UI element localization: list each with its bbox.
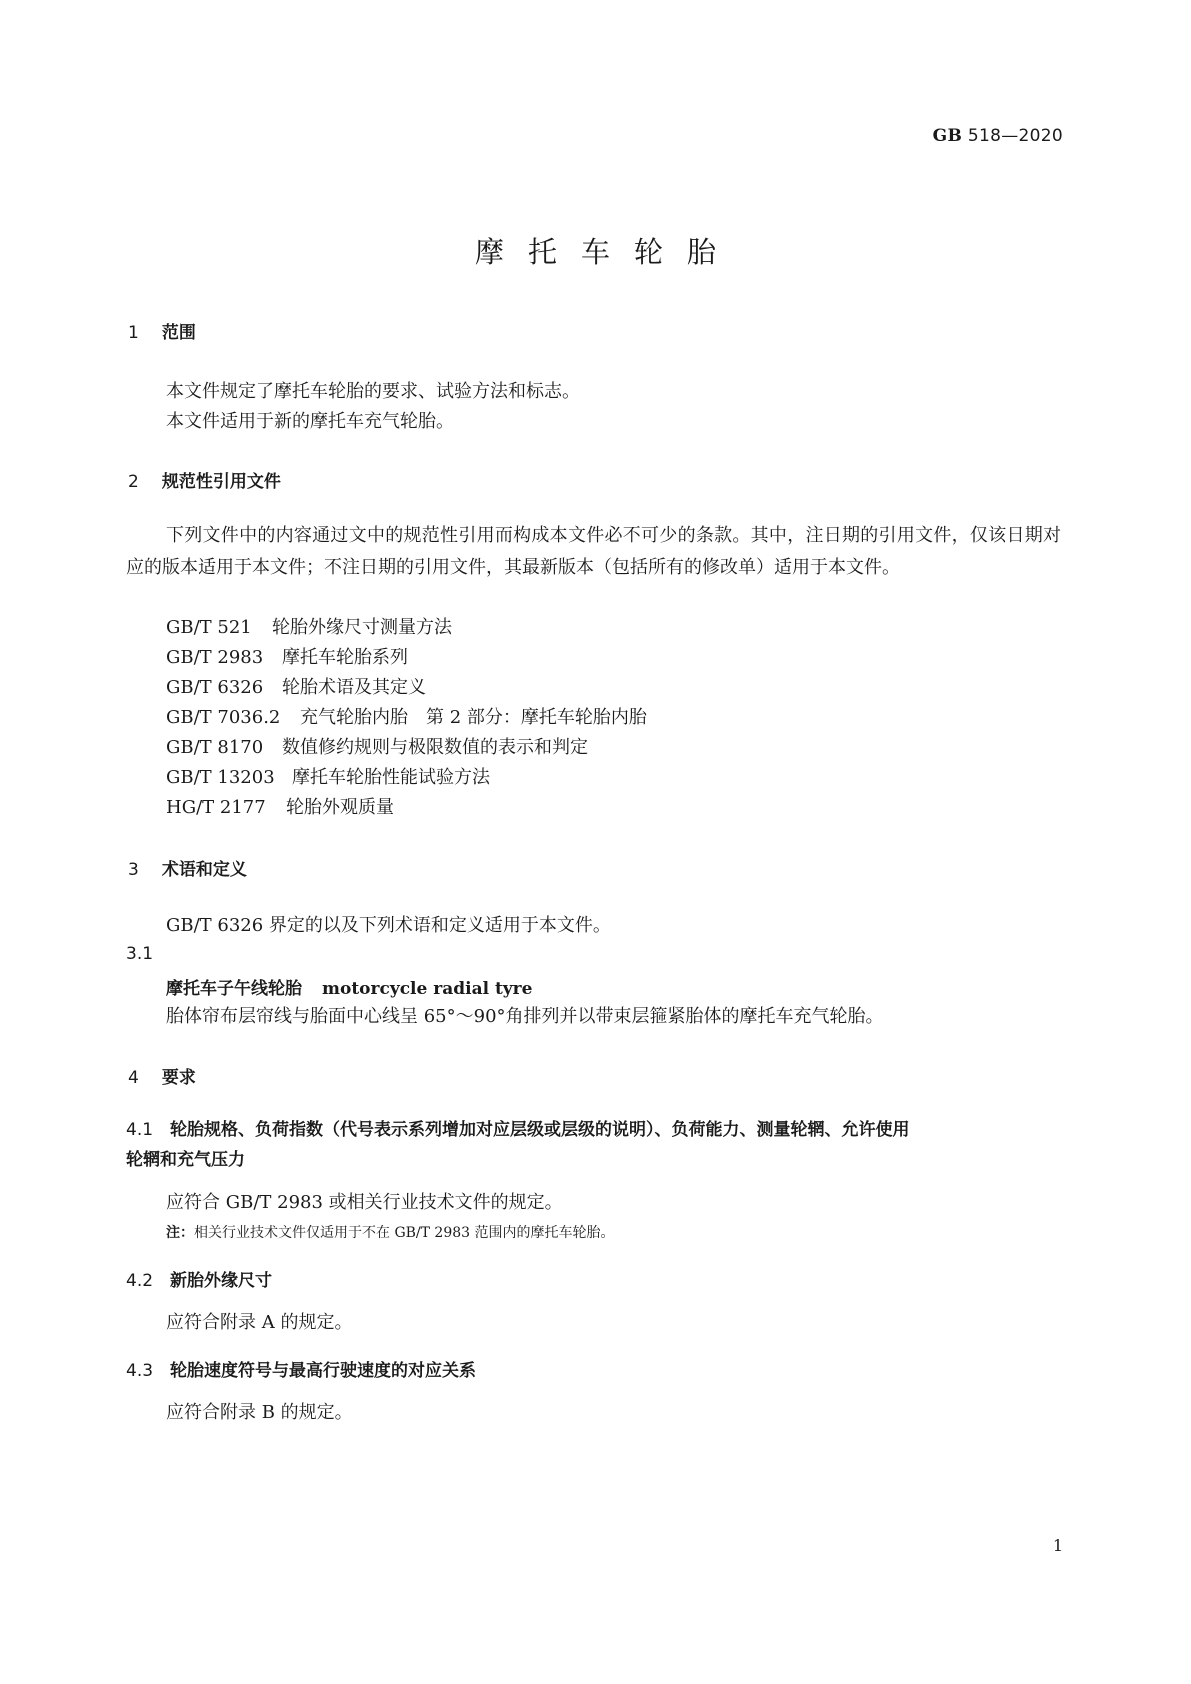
reference-item [166,613,452,639]
section-number: 4.1 [126,1120,154,1140]
reference-title: 摩托车轮胎系列 [282,647,408,668]
reference-title: 充气轮胎内胎 第 2 部分：摩托车轮胎内胎 [300,707,647,728]
section-4-2-heading [126,1266,272,1291]
section-number: 4 [128,1068,139,1088]
reference-item [166,643,408,669]
term-number: 3.1 [126,944,154,964]
paragraph: GB/T 6326 界定的以及下列术语和定义适用于本文件。 [166,915,611,936]
section-4-1-heading-cont: 轮辋和充气压力 [126,1150,245,1170]
paragraph: 应符合 GB/T 2983 或相关行业技术文件的规定。 [166,1192,563,1213]
reference-code: HG/T 2177 [166,797,266,818]
section-title: 轮胎速度符号与最高行驶速度的对应关系 [170,1361,476,1381]
page-number: 1 [1052,1536,1063,1555]
reference-title: 数值修约规则与极限数值的表示和判定 [282,737,588,758]
section-4-1-heading [126,1115,910,1140]
note-text: 相关行业技术文件仅适用于不在 GB/T 2983 范围内的摩托车轮胎。 [194,1225,615,1241]
term-chinese: 摩托车子午线轮胎 [166,979,302,999]
paragraph: 本文件规定了摩托车轮胎的要求、试验方法和标志。 [166,381,580,402]
reference-code: GB/T 8170 [166,737,264,758]
reference-code: GB/T 13203 [166,767,275,788]
reference-code: GB/T 7036.2 [166,707,281,728]
reference-title: 轮胎外缘尺寸测量方法 [272,617,452,638]
section-number: 2 [128,472,139,492]
section-title: 新胎外缘尺寸 [170,1271,272,1291]
reference-item [166,763,490,789]
section-1-heading [128,318,196,343]
section-2-intro: 下列文件中的内容通过文中的规范性引用而构成本文件必不可少的条款。其中，注日期的引用文件，仅该日期对应的版本适用于本文件；不注日期的引用文件，其最新版本（包括所有的修改单）适用于本文件。 [126,525,1061,578]
section-4-heading [128,1063,196,1088]
note-label: 注： [166,1225,194,1241]
section-title: 术语和定义 [161,860,247,880]
reference-code: GB/T 521 [166,617,252,638]
reference-code: GB/T 6326 [166,677,264,698]
reference-code: GB/T 2983 [166,647,264,668]
section-number: 1 [128,323,139,343]
section-title: 要求 [161,1068,196,1088]
reference-title: 轮胎外观质量 [286,797,394,818]
section-number: 3 [128,860,139,880]
section-number: 4.2 [126,1271,154,1291]
standard-code [933,126,1063,146]
section-4-3-heading [126,1356,476,1381]
standard-prefix: GB [932,126,963,146]
paragraph: 本文件适用于新的摩托车充气轮胎。 [166,411,454,432]
section-title: 规范性引用文件 [161,472,281,492]
term-definition: 胎体帘布层帘线与胎面中心线呈 65°～90°角排列并以带束层箍紧胎体的摩托车充气轮胎。 [166,1006,884,1027]
reference-title: 轮胎术语及其定义 [282,677,426,698]
standard-number: 518—2020 [967,126,1063,146]
paragraph: 应符合附录 B 的规定。 [166,1402,353,1423]
section-title: 轮胎规格、负荷指数（代号表示系列增加对应层级或层级的说明）、负荷能力、测量轮辋、允许使用 [170,1120,910,1140]
section-3-heading [128,855,247,880]
reference-item [166,673,426,699]
section-number: 4.3 [126,1361,154,1381]
note [166,1222,615,1242]
reference-title: 摩托车轮胎性能试验方法 [292,767,490,788]
section-title: 范围 [161,323,196,343]
document-title: 摩托车轮胎 [474,235,740,269]
section-2-heading [128,467,281,492]
paragraph: 应符合附录 A 的规定。 [166,1312,353,1333]
term-english: motorcycle radial tyre [322,979,533,999]
reference-item [166,703,647,729]
reference-item [166,733,588,759]
reference-item [166,793,394,819]
term-entry [166,974,532,999]
